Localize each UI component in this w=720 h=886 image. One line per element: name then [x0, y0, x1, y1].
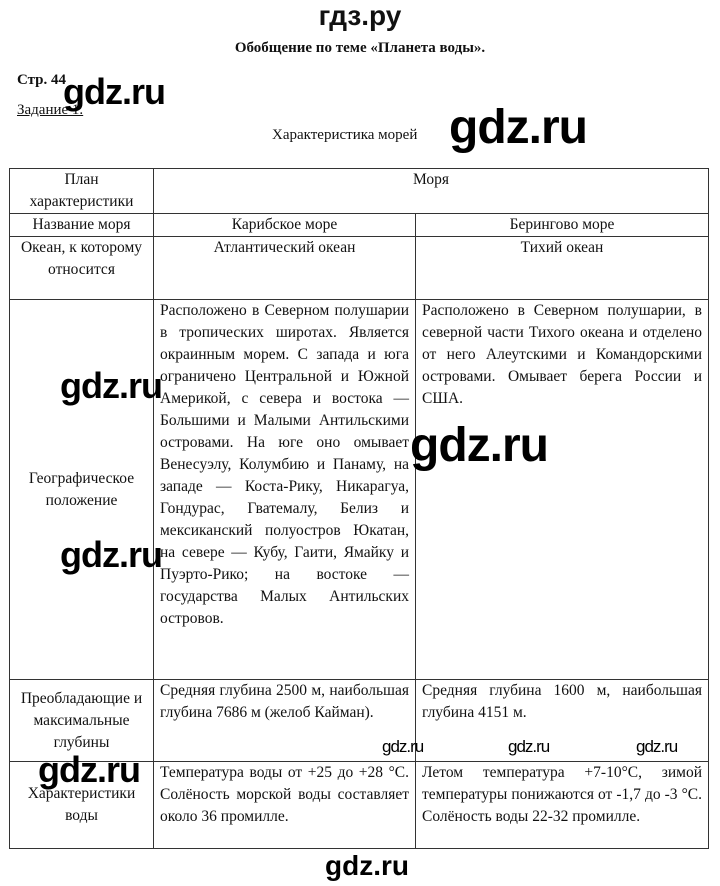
caribbean-cell: Расположено в Северном полушарии в тропических широтах. Является окраинным морем. С запада и юга ограничено Центральной и Южной Америкой, с севера и востока — Большими и Малыми Антильскими островами. На юге оно омывает Венесуэлу, Колумбию и Панаму, на западе — Коста-Рику, Никарагуа, Гондурас, Гватемалу, Белиз и мексиканский полуостров Юкатан, на севере — Кубу, Гаити, Ямайку и Пуэрто-Рико; на востоке — государства Малых Антильских островов.	[154, 300, 416, 680]
bering-cell: Берингово море	[416, 214, 709, 237]
document-title: Обобщение по теме «Планета воды».	[234, 40, 486, 56]
bering-cell: Средняя глубина 1600 м, наибольшая глубина 4151 м.	[416, 680, 709, 762]
table-row	[10, 214, 709, 237]
row-label: Преобладающие и максимальные глубины	[10, 680, 154, 762]
row-label: Географическое положение	[10, 300, 154, 680]
watermark: gdz.ru	[636, 737, 678, 756]
plan-header: План характеристики	[10, 169, 154, 214]
watermark: gdz.ru	[325, 850, 409, 881]
caribbean-cell: Карибское море	[154, 214, 416, 237]
caribbean-cell: Температура воды от +25 до +28 °С. Солёность морской воды составляет около 36 промилле.	[154, 762, 416, 849]
watermark: gdz.ru	[60, 534, 162, 575]
task-heading: Задание 1.	[17, 102, 84, 118]
bering-cell: Расположено в Северном полушарии, в северной части Тихого океана и отделено от него Алеутскими и Командорскими островами. Омывает берега России и США.	[416, 300, 709, 680]
watermark: gdz.ru	[449, 101, 587, 154]
table-row	[10, 237, 709, 300]
caribbean-cell: Атлантический океан	[154, 237, 416, 300]
caribbean-cell: Средняя глубина 2500 м, наибольшая глубина 7686 м (желоб Кайман).	[154, 680, 416, 762]
seas-table	[9, 168, 709, 849]
watermark: gdz.ru	[410, 419, 548, 472]
table-header-row	[10, 169, 709, 214]
row-label: Название моря	[10, 214, 154, 237]
watermark: gdz.ru	[382, 737, 424, 756]
table-caption: Характеристика морей	[272, 127, 418, 143]
watermark: gdz.ru	[38, 749, 140, 790]
row-label: Океан, к которому относится	[10, 237, 154, 300]
watermark: gdz.ru	[63, 71, 165, 112]
watermark: gdz.ru	[508, 737, 550, 756]
site-brand: гдз.ру	[318, 0, 402, 31]
table-row	[10, 300, 709, 680]
bering-cell: Тихий океан	[416, 237, 709, 300]
page-reference: Стр. 44	[17, 72, 67, 88]
seas-header: Моря	[154, 169, 709, 214]
row-label: Характеристики воды	[10, 762, 154, 849]
bering-cell: Летом температура +7-10°С, зимой температуры понижаются от -1,7 до -3 °С. Солёность воды 22-32 промилле.	[416, 762, 709, 849]
watermark: gdz.ru	[60, 365, 162, 406]
